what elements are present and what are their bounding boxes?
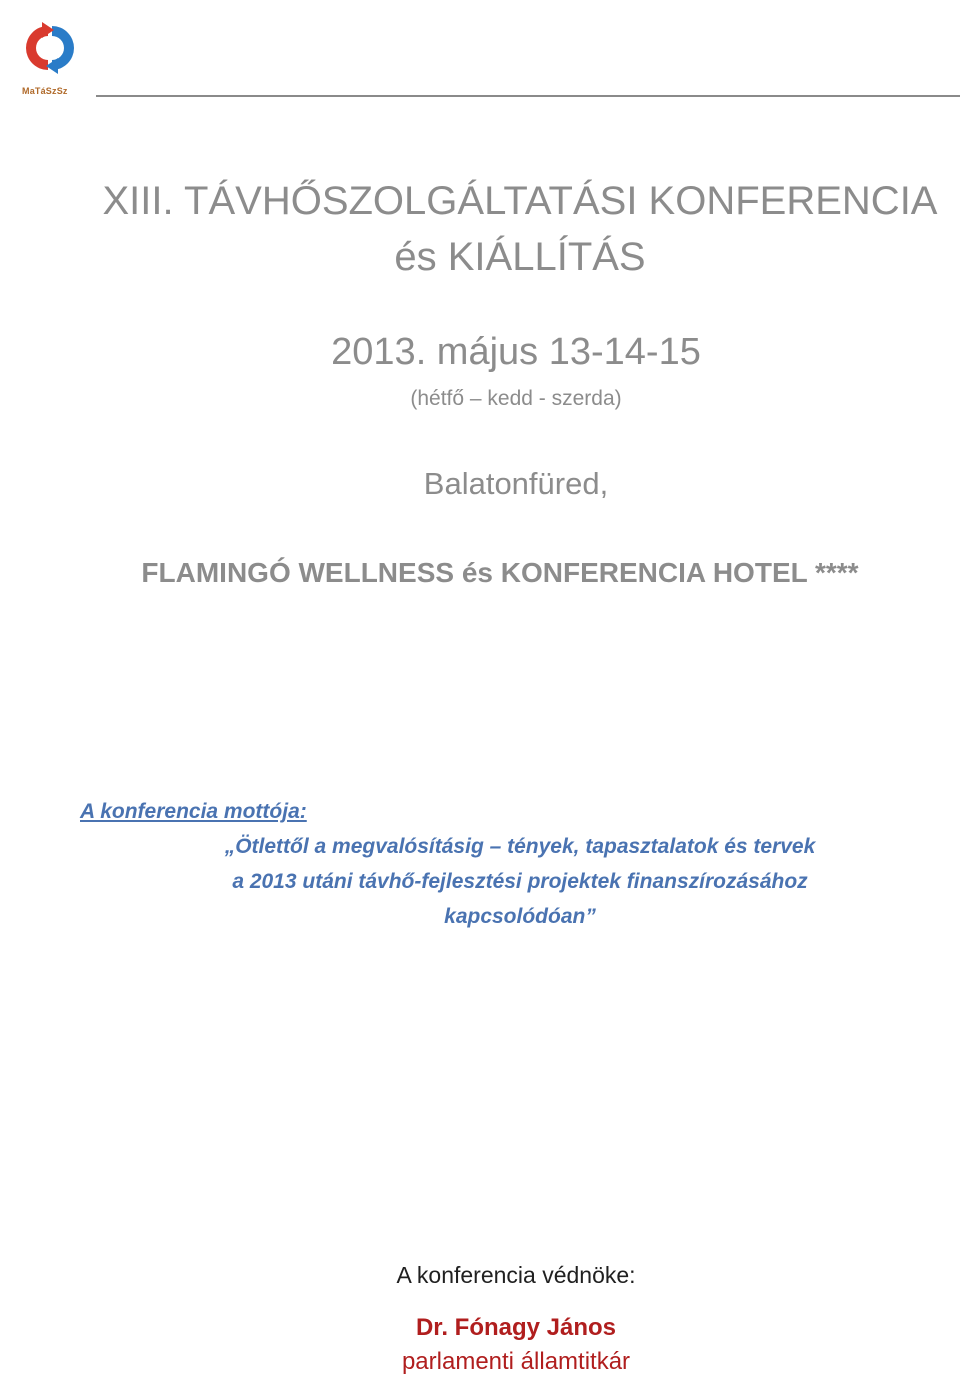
motto-line: a 2013 utáni távhő-fejlesztési projektek finanszírozásához: [232, 870, 808, 893]
matasz-logo-icon: [22, 20, 76, 76]
patron-label: A konferencia védnöke:: [396, 1262, 636, 1288]
motto-line: „Ötlettől a megvalósításig – tények, tapasztalatok és tervek: [224, 835, 816, 858]
logo: [0, 0, 96, 112]
header-divider: [96, 95, 960, 97]
conference-days: (hétfő – kedd - szerda): [410, 387, 622, 410]
conference-title-line2: és KIÁLLÍTÁS: [394, 235, 646, 279]
logo-text: MaTáSzSz: [22, 86, 68, 96]
motto-line: kapcsolódóan”: [444, 905, 596, 928]
conference-city: Balatonfüred,: [423, 466, 609, 501]
motto-label: A konferencia mottója:: [80, 800, 307, 823]
patron-name: Dr. Fónagy János: [415, 1314, 617, 1341]
conference-title: XIII. TÁVHŐSZOLGÁLTATÁSI KONFERENCIA: [102, 179, 938, 223]
conference-venue: FLAMINGÓ WELLNESS és KONFERENCIA HOTEL ****: [141, 557, 859, 588]
conference-date: 2013. május 13-14-15: [331, 331, 701, 373]
patron-role: parlamenti államtitkár: [401, 1348, 631, 1375]
